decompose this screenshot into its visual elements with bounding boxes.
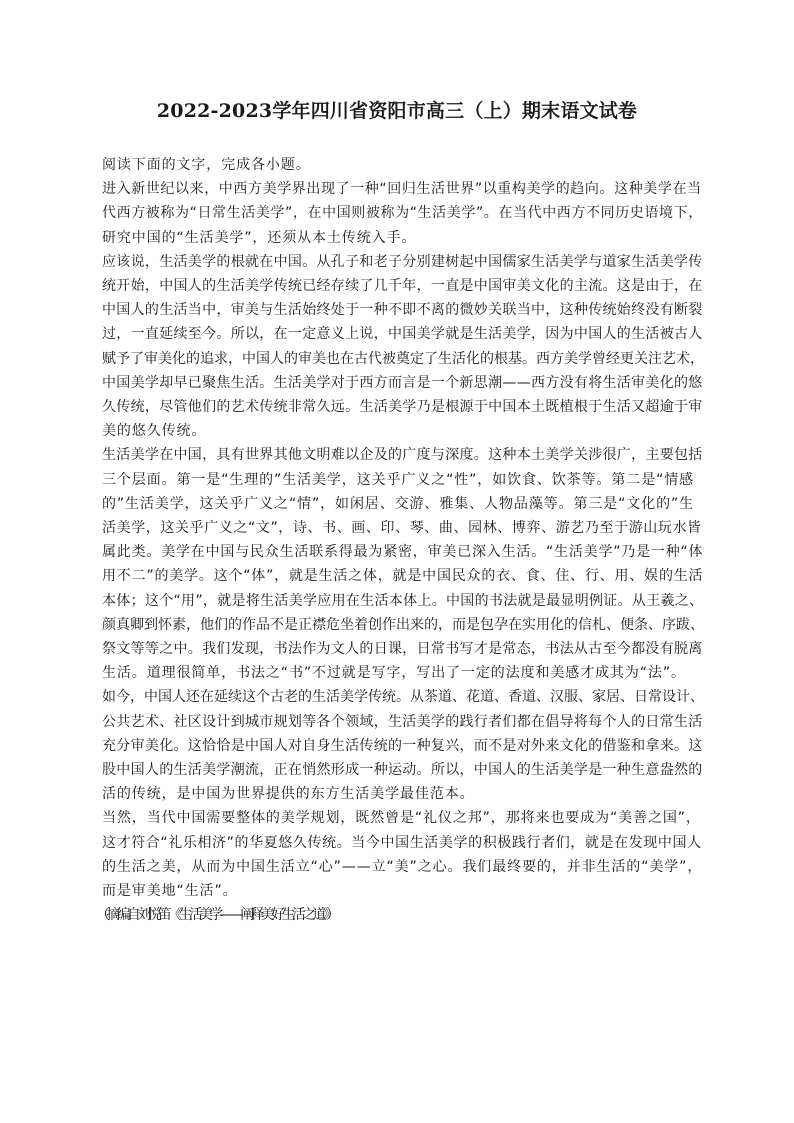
passage-line: 而是审美地“生活”。 xyxy=(102,883,238,900)
passage-line: 研究中国的“生活美学”，还须从本土传统入手。 xyxy=(102,229,417,246)
passage-line: 活美学，这关乎广义之“文”，诗、书、画、印、琴、曲、园林、博弈、游艺乃至于游山玩水皆 xyxy=(102,520,702,537)
passage-line: 本体；这个“用”，就是将生活美学应用在生活本体上。中国的书法就是最显明例证。从王羲之、 xyxy=(102,592,704,609)
exam-title: 2022-2023学年四川省资阳市高三（上）期末语文试卷 xyxy=(156,100,638,122)
passage-line: 颜真卿到怀素，他们的作品不是正襟危坐着创作出来的，而是包孕在实用化的信札、便条、序跋、 xyxy=(102,616,704,633)
passage-line: 公共艺术、社区设计到城市规划等各个领域，生活美学的践行者们都在倡导将每个人的日常生活 xyxy=(102,713,703,730)
passage-line: 充分审美化。这恰恰是中国人对自身生活传统的一种复兴，而不是对外来文化的借鉴和拿来。这 xyxy=(102,737,703,754)
passage-line: 美的悠久传统。 xyxy=(102,423,207,440)
passage-line: 赋予了审美化的追求，中国人的审美也在古代被奠定了生活化的根基。西方美学曾经更关注艺术， xyxy=(102,350,704,367)
passage-line: 的”生活美学，这关乎广义之“情”，如闲居、交游、雅集、人物品藻等。第三是“文化的”生 xyxy=(102,495,695,512)
passage-line: 活的传统，是中国为世界提供的东方生活美学最佳范本。 xyxy=(102,786,475,803)
passage-line: 的生活之美，从而为中国生活立“心”——立“美”之心。我们最终要的，并非生活的“美学”， xyxy=(102,858,703,875)
passage-line: 这才符合“礼乐相济”的华夏悠久传统。当今中国生活美学的积极践行者们，就是在发现中国人 xyxy=(102,834,702,851)
passage-line: 生活美学在中国，具有世界其他文明难以企及的广度与深度。这种本土美学关涉很广，主要包括 xyxy=(102,447,703,464)
passage-line: 统开始，中国人的生活美学传统已经存续了几千年，一直是中国审美文化的主流。这是由于，在 xyxy=(102,278,703,295)
passage-line: 股中国人的生活美学潮流，正在悄然形成一种运动。所以，中国人的生活美学是一种生意盎然的 xyxy=(102,762,703,779)
source-citation: （摘编自刘悦笛《生活美学——阐释美好生活之道》） xyxy=(96,907,337,924)
reading-passage xyxy=(96,153,704,928)
passage-line: 如今，中国人还在延续这个古老的生活美学传统。从茶道、花道、香道、汉服、家居、日常设计、 xyxy=(102,689,704,706)
passage-line: 用不二”的美学。这个“体”，就是生活之体，就是中国民众的衣、食、住、行、用、娱的生活 xyxy=(102,568,704,585)
instruction-line: 阅读下面的文字，完成各小题。 xyxy=(102,157,311,173)
passage-line: 久传统，尽管他们的艺术传统非常久远。生活美学乃是根源于中国本土既植根于生活又超逾于审 xyxy=(102,399,703,416)
passage-line: 属此类。美学在中国与民众生活联系得最为紧密，审美已深入生活。“生活美学”乃是一种“体 xyxy=(102,544,704,561)
passage-line: 进入新世纪以来，中西方美学界出现了一种“回归生活世界”以重构美学的趋向。这种美学在当 xyxy=(102,181,702,198)
passage-line: 应该说，生活美学的根就在中国。从孔子和老子分别建树起中国儒家生活美学与道家生活美学传 xyxy=(102,253,703,270)
passage-line: 过，一直延续至今。所以，在一定意义上说，中国美学就是生活美学，因为中国人的生活被古人 xyxy=(102,326,703,343)
passage-line: 三个层面。第一是“生理的”生活美学，这关乎广义之“性”，如饮食、饮茶等。第二是“情感 xyxy=(102,471,695,488)
passage-line: 中国人的生活当中，审美与生活始终处于一种不即不离的微妙关联当中，这种传统始终没有断裂 xyxy=(102,302,703,319)
passage-line: 中国美学却早已聚焦生活。生活美学对于西方而言是一个新思潮——西方没有将生活审美化的悠 xyxy=(102,374,703,391)
passage-line: 生活。道理很简单，书法之“书”不过就是写字，写出了一定的法度和美感才成其为“法”。 xyxy=(102,665,686,682)
passage-line: 代西方被称为“日常生活美学”，在中国则被称为“生活美学”。在当代中西方不同历史语境下， xyxy=(102,205,703,222)
passage-line: 当然，当代中国需要整体的美学规划，既然曾是“礼仪之邦”，那将来也要成为“美善之国”， xyxy=(102,810,701,827)
passage-line: 祭文等等之中。我们发现，书法作为文人的日课，日常书写才是常态，书法从古至今都没有脱离 xyxy=(102,641,703,658)
